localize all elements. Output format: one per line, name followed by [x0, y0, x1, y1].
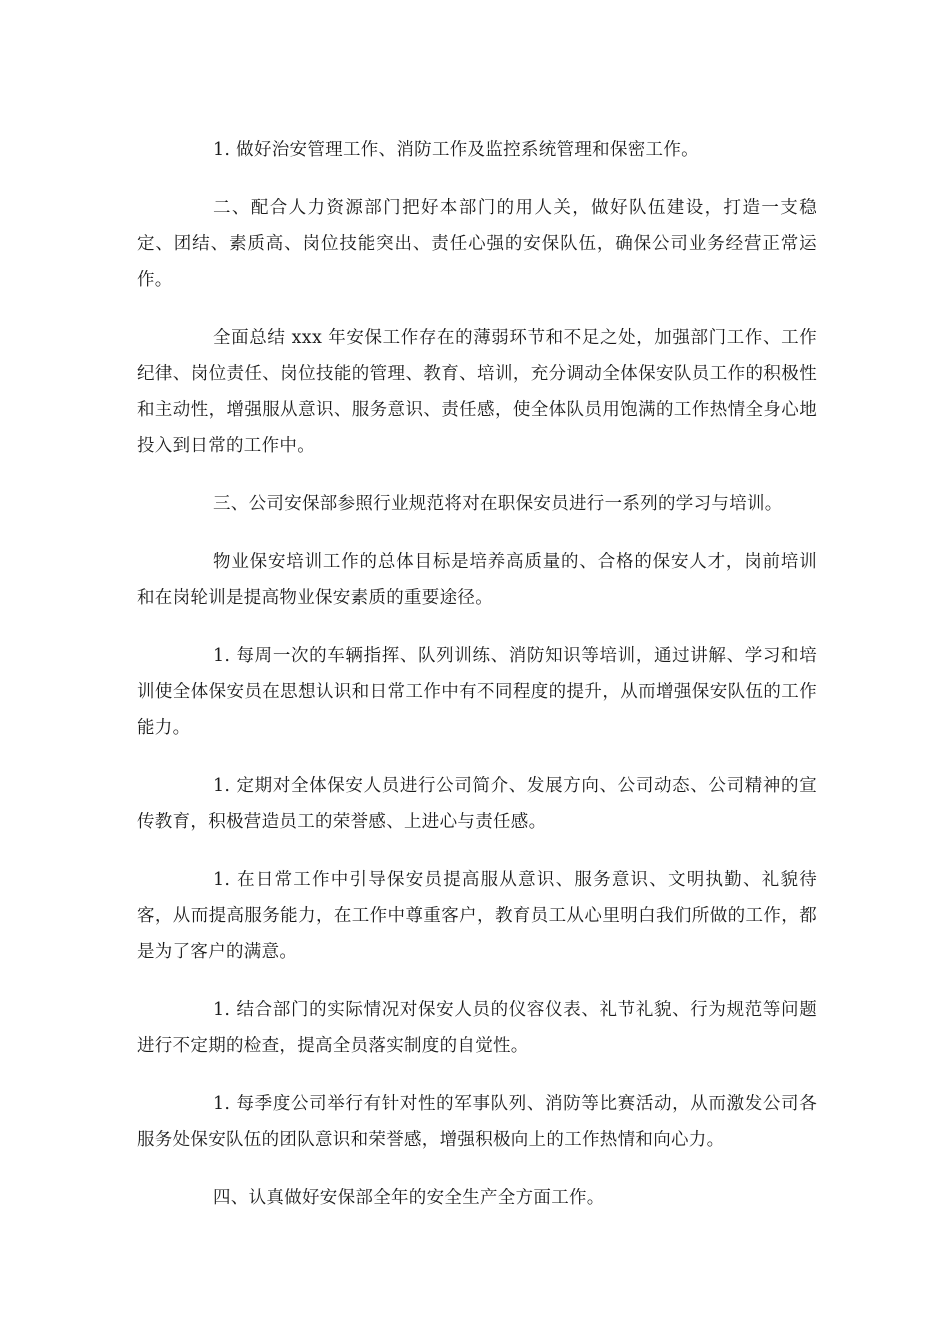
paragraph-training-goal: 物业保安培训工作的总体目标是培养高质量的、合格的保安人才，岗前培训和在岗轮训是提高物业保安素质的重要途径。 — [137, 552, 817, 608]
paragraph-safety-production: 四、认真做好安保部全年的安全生产全方面工作。 — [213, 1188, 605, 1208]
document-body — [137, 132, 817, 1238]
paragraph-training-plan: 三、公司安保部参照行业规范将对在职保安员进行一系列的学习与培训。 — [213, 494, 783, 514]
paragraph-service-awareness: 1. 在日常工作中引导保安员提高服从意识、服务意识、文明执勤、礼貌待客，从而提高服务能力，在工作中尊重客户，教育员工从心里明白我们所做的工作，都是为了客户的满意。 — [137, 870, 817, 962]
paragraph-weekly-training: 1. 每周一次的车辆指挥、队列训练、消防知识等培训，通过讲解、学习和培训使全体保安员在思想认识和日常工作中有不同程度的提升，从而增强保安队伍的工作能力。 — [137, 646, 817, 738]
paragraph-quarterly-competition: 1. 每季度公司举行有针对性的军事队列、消防等比赛活动，从而激发公司各服务处保安队伍的团队意识和荣誉感，增强积极向上的工作热情和向心力。 — [137, 1094, 817, 1150]
paragraph-team-building: 二、配合人力资源部门把好本部门的用人关，做好队伍建设，打造一支稳定、团结、素质高、岗位技能突出、责任心强的安保队伍，确保公司业务经营正常运作。 — [137, 198, 817, 290]
paragraph-company-education: 1. 定期对全体保安人员进行公司简介、发展方向、公司动态、公司精神的宣传教育，积极营造员工的荣誉感、上进心与责任感。 — [137, 776, 817, 832]
paragraph-inspection: 1. 结合部门的实际情况对保安人员的仪容仪表、礼节礼貌、行为规范等问题进行不定期的检查，提高全员落实制度的自觉性。 — [137, 1000, 817, 1056]
paragraph-security-management: 1. 做好治安管理工作、消防工作及监控系统管理和保密工作。 — [213, 140, 699, 160]
paragraph-annual-summary: 全面总结 xxx 年安保工作存在的薄弱环节和不足之处，加强部门工作、工作纪律、岗位责任、岗位技能的管理、教育、培训，充分调动全体保安队员工作的积极性和主动性，增强服从意识、服务意识、责任感，使全体队员用饱满的工作热情全身心地投入到日常的工作中。 — [137, 328, 817, 456]
